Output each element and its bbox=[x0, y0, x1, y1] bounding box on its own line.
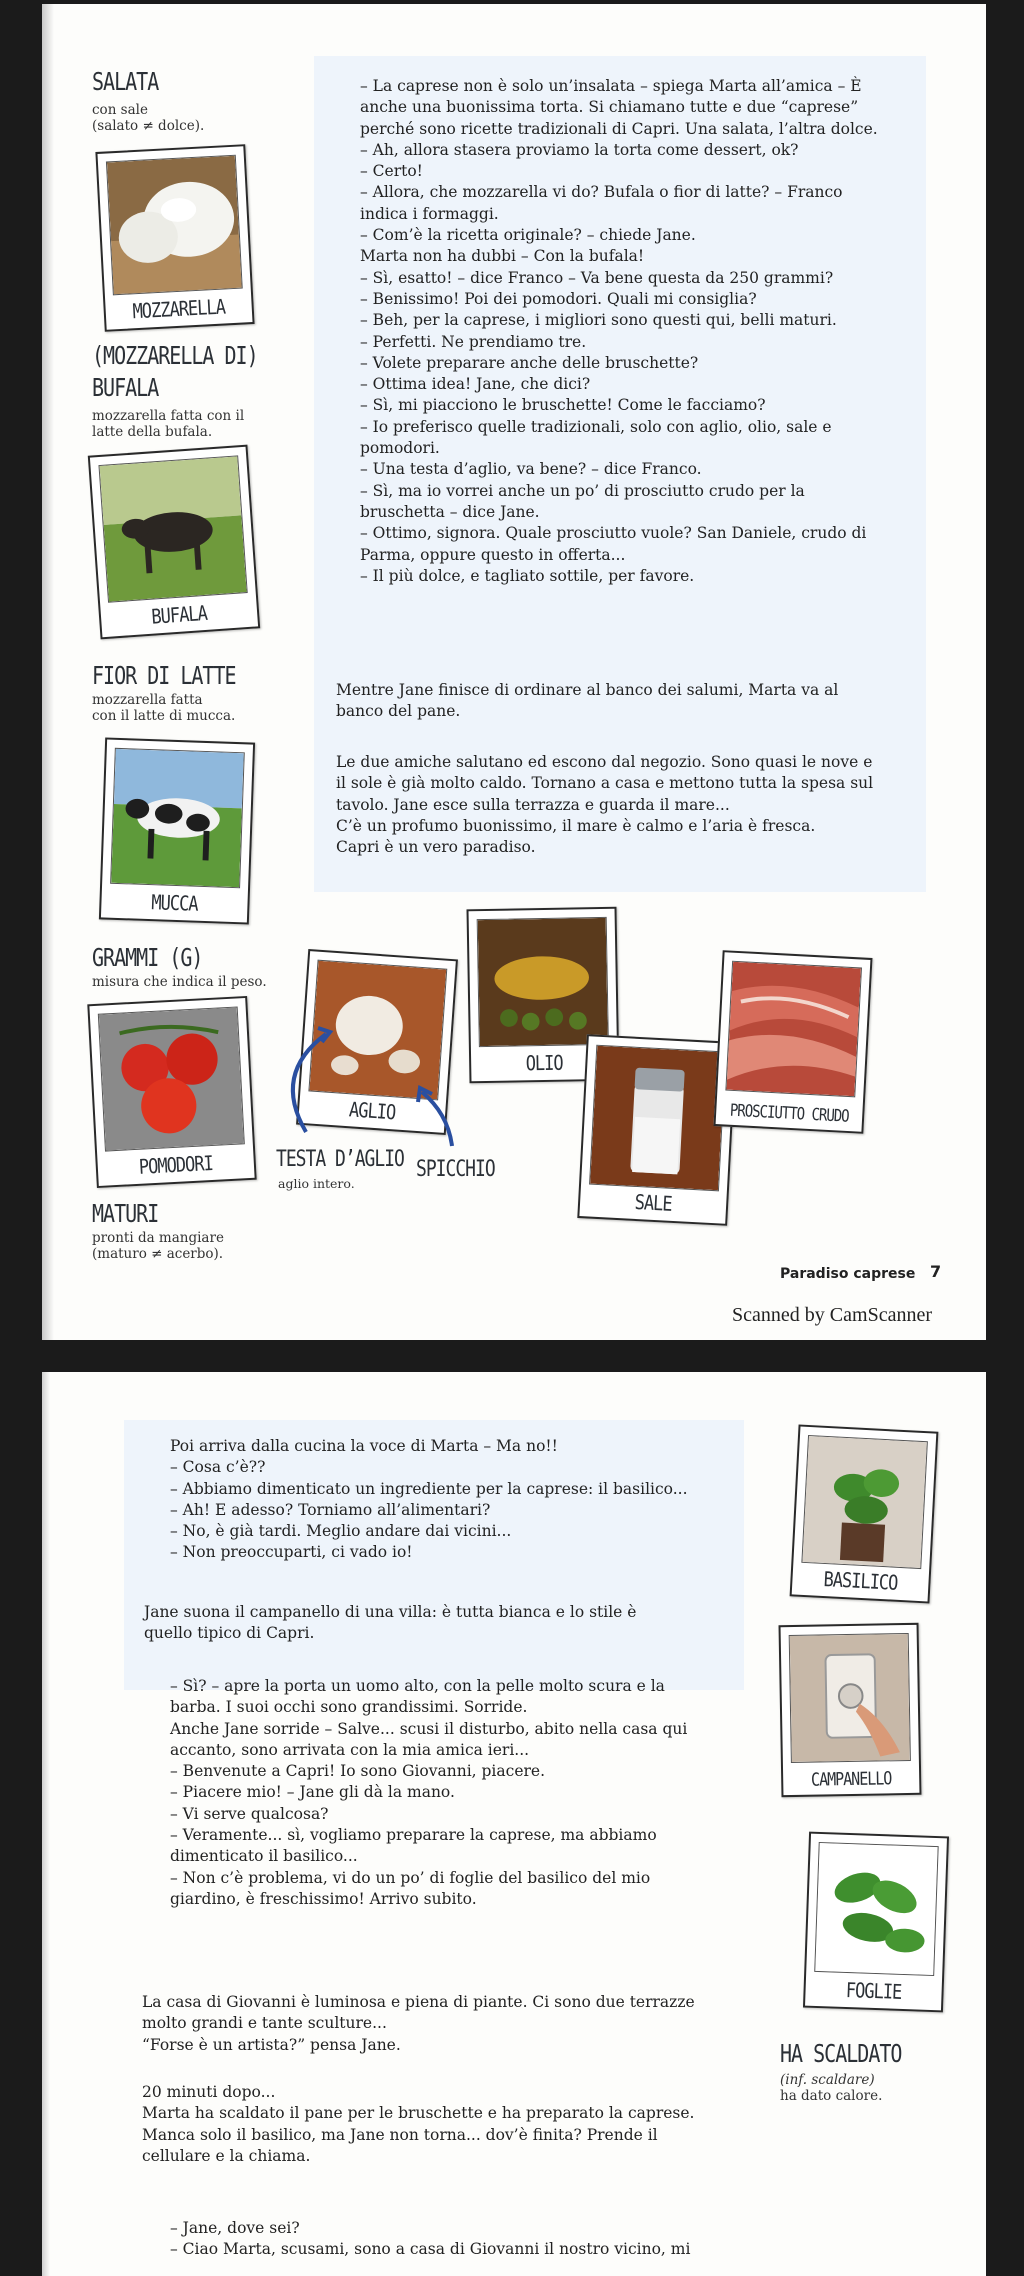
photo-caption: CAMPANELLO bbox=[810, 1767, 892, 1791]
text-line: – Sì, mi piacciono le bruschette! Come le facciamo? bbox=[360, 396, 766, 415]
gloss-salata-title: SALATA bbox=[92, 66, 159, 96]
camscanner-watermark: Scanned by CamScanner bbox=[732, 1304, 932, 1326]
paragraph-campanello bbox=[144, 1602, 744, 1645]
pomodori-image bbox=[98, 1006, 245, 1151]
mucca-image bbox=[110, 748, 245, 888]
book-page-8 bbox=[42, 1372, 986, 2276]
text-line: “Forse è un artista?” pensa Jane. bbox=[142, 2035, 401, 2054]
text-line: banco del pane. bbox=[336, 702, 461, 721]
gloss-line: mozzarella fatta con il bbox=[92, 408, 245, 424]
text-line: molto grandi e tante sculture... bbox=[142, 2014, 387, 2033]
text-line: il sole è già molto caldo. Tornano a casa e mettono tutta la spesa sul bbox=[336, 774, 874, 793]
text-line: barba. I suoi occhi sono grandissimi. Sorride. bbox=[170, 1698, 528, 1717]
arrows-icon bbox=[262, 1014, 502, 1154]
gloss-line: aglio intero. bbox=[278, 1176, 355, 1191]
basilico-image bbox=[801, 1435, 928, 1569]
text-line: – Benvenute a Capri! Io sono Giovanni, piacere. bbox=[170, 1762, 545, 1781]
gloss-line: pronti da mangiare bbox=[92, 1230, 224, 1246]
text-line: – Allora, che mozzarella vi do? Bufala o fior di latte? – Franco bbox=[360, 183, 843, 202]
text-line: – Sì, ma io vorrei anche un po’ di prosciutto crudo per la bbox=[360, 481, 805, 500]
text-line: quello tipico di Capri. bbox=[144, 1624, 315, 1643]
photo-prosciutto bbox=[713, 950, 872, 1134]
text-line: – Abbiamo dimenticato un ingrediente per la caprese: il basilico... bbox=[170, 1479, 688, 1498]
text-line: Capri è un vero paradiso. bbox=[336, 838, 536, 857]
photo-sale bbox=[577, 1034, 736, 1226]
text-line: Marta ha scaldato il pane per le bruschette e ha preparato la caprese. bbox=[142, 2104, 695, 2123]
text-line: pomodori. bbox=[360, 439, 440, 458]
text-line: – Jane, dove sei? bbox=[170, 2219, 300, 2237]
text-line: – Beh, per la caprese, i migliori sono questi qui, belli maturi. bbox=[360, 311, 837, 330]
dialogue-text bbox=[360, 76, 940, 587]
gloss-bufala-def bbox=[92, 408, 244, 440]
photo-caption: BUFALA bbox=[150, 601, 208, 630]
gloss-testa-def bbox=[278, 1176, 355, 1192]
footer-chapter-title: Paradiso caprese bbox=[780, 1266, 916, 1282]
text-line: – Il più dolce, e tagliato sottile, per favore. bbox=[360, 566, 695, 585]
text-line: anche una buonissima torta. Si chiamano tutte e due “caprese” bbox=[360, 98, 859, 117]
text-line: – Non preoccuparti, ci vado io! bbox=[170, 1543, 413, 1562]
mozzarella-image bbox=[106, 155, 243, 296]
book-page-7 bbox=[42, 4, 986, 1340]
text-line: bruschetta – dice Jane. bbox=[360, 502, 540, 521]
text-line: – Sì? – apre la porta un uomo alto, con la pelle molto scura e la bbox=[170, 1677, 665, 1695]
gloss-ha-scaldato-title: HA SCALDATO bbox=[780, 2038, 902, 2068]
gloss-line: (maturo ≠ acerbo). bbox=[92, 1246, 224, 1262]
photo-caption: SALE bbox=[634, 1190, 673, 1217]
gloss-ha-scaldato-def bbox=[780, 2072, 882, 2104]
gloss-fior-di-latte-def bbox=[92, 692, 235, 724]
text-line: – Non c’è problema, vi do un po’ di foglie del basilico del mio bbox=[170, 1868, 651, 1887]
gloss-line: (salato ≠ dolce). bbox=[92, 118, 205, 134]
paragraph-giovanni bbox=[170, 1676, 760, 1910]
gloss-line: latte della bufala. bbox=[92, 424, 213, 440]
footer-page-number: 7 bbox=[930, 1262, 942, 1281]
text-line: Poi arriva dalla cucina la voce di Marta – Ma no!! bbox=[170, 1437, 558, 1455]
text-line: Anche Jane sorride – Salve... scusi il disturbo, abito nella casa qui bbox=[170, 1719, 688, 1738]
text-line: 20 minuti dopo... bbox=[142, 2083, 276, 2101]
text-line: – Com’è la ricetta originale? – chiede Jane. bbox=[360, 226, 696, 245]
gloss-mozzarella-di-title: (MOZZARELLA DI) bbox=[92, 340, 258, 370]
text-line: – Perfetti. Ne prendiamo tre. bbox=[360, 332, 587, 351]
photo-caption: OLIO bbox=[525, 1051, 563, 1077]
gloss-maturi-def bbox=[92, 1230, 224, 1262]
text-line: – No, è già tardi. Meglio andare dai vicini... bbox=[170, 1522, 512, 1541]
text-line: dimenticato il basilico... bbox=[170, 1847, 358, 1866]
gloss-grammi-def bbox=[92, 974, 267, 990]
text-line: La casa di Giovanni è luminosa e piena di piante. Ci sono due terrazze bbox=[142, 1993, 695, 2011]
photo-caption: FOGLIE bbox=[845, 1978, 902, 2005]
photo-caption: MUCCA bbox=[150, 891, 198, 917]
text-line: C’è un profumo buonissimo, il mare è calmo e l’aria è fresca. bbox=[336, 816, 816, 835]
paragraph-amiche bbox=[336, 752, 926, 858]
text-line: – Volete preparare anche delle bruschette? bbox=[360, 353, 699, 372]
gloss-line: con sale bbox=[92, 102, 148, 118]
text-line: – Certo! bbox=[360, 162, 423, 181]
text-line: tavolo. Jane esce sulla terrazza e guarda il mare... bbox=[336, 795, 730, 814]
text-line: – Veramente... sì, vogliamo preparare la caprese, ma abbiamo bbox=[170, 1826, 657, 1845]
gloss-line: con il latte di mucca. bbox=[92, 708, 236, 724]
text-line: – Ah, allora stasera proviamo la torta come dessert, ok? bbox=[360, 140, 799, 159]
text-line: – Piacere mio! – Jane gli dà la mano. bbox=[170, 1783, 455, 1802]
photo-caption: PROSCIUTTO CRUDO bbox=[729, 1101, 850, 1127]
gloss-spicchio-title: SPICCHIO bbox=[416, 1156, 495, 1183]
paragraph-20-minuti bbox=[142, 2082, 762, 2167]
bufala-image bbox=[98, 455, 247, 602]
paragraph-casa-giovanni bbox=[142, 1992, 762, 2056]
photo-caption: MOZZARELLA bbox=[132, 295, 226, 325]
text-line: – Ah! E adesso? Torniamo all’alimentari? bbox=[170, 1500, 491, 1519]
text-line: giardino, è freschissimo! Arrivo subito. bbox=[170, 1889, 477, 1908]
text-line: – Una testa d’aglio, va bene? – dice Franco. bbox=[360, 460, 702, 479]
text-line: Parma, oppure questo in offerta... bbox=[360, 545, 626, 564]
gloss-line: misura che indica il peso. bbox=[92, 974, 267, 990]
gloss-bufala-title: BUFALA bbox=[92, 372, 159, 402]
text-line: Jane suona il campanello di una villa: è tutta bianca e lo stile è bbox=[144, 1603, 637, 1621]
text-line: – Ottimo, signora. Quale prosciutto vuole? San Daniele, crudo di bbox=[360, 524, 867, 543]
text-line: Mentre Jane finisce di ordinare al banco dei salumi, Marta va al bbox=[336, 681, 839, 699]
text-line: – Io preferisco quelle tradizionali, solo con aglio, olio, sale e bbox=[360, 417, 832, 436]
gloss-line: ha dato calore. bbox=[780, 2088, 883, 2104]
text-line: perché sono ricette tradizionali di Capri. Una salata, l’altra dolce. bbox=[360, 119, 878, 138]
prosciutto-image bbox=[725, 961, 862, 1098]
text-line: Manca solo il basilico, ma Jane non torna... dov’è finita? Prende il bbox=[142, 2125, 658, 2144]
paragraph-voce-marta bbox=[170, 1436, 750, 1564]
photo-caption: AGLIO bbox=[348, 1098, 396, 1126]
gloss-line: mozzarella fatta bbox=[92, 692, 203, 708]
text-line: – Benissimo! Poi dei pomodori. Quali mi consiglia? bbox=[360, 289, 757, 308]
campanello-image bbox=[789, 1633, 911, 1763]
photo-caption: BASILICO bbox=[822, 1567, 898, 1596]
paragraph-telefonata bbox=[170, 2218, 770, 2261]
foglie-image bbox=[814, 1842, 938, 1976]
paragraph-banco bbox=[336, 680, 926, 723]
photo-foglie bbox=[803, 1832, 949, 2013]
gloss-fior-di-latte-title: FIOR DI LATTE bbox=[92, 660, 236, 690]
text-line: – Ottima idea! Jane, che dici? bbox=[360, 375, 591, 394]
text-line: – La caprese non è solo un’insalata – spiega Marta all’amica – È bbox=[360, 77, 862, 95]
gloss-grammi-title: GRAMMI (G) bbox=[92, 942, 203, 972]
olio-image bbox=[477, 917, 609, 1047]
gloss-line: (inf. scaldare) bbox=[780, 2072, 875, 2088]
text-line: cellulare e la chiama. bbox=[142, 2146, 311, 2165]
sale-image bbox=[589, 1045, 726, 1192]
photo-caption: POMODORI bbox=[138, 1151, 214, 1180]
photo-basilico bbox=[790, 1424, 939, 1603]
text-line: – Vi serve qualcosa? bbox=[170, 1804, 329, 1823]
text-line: – Ciao Marta, scusami, sono a casa di Giovanni il nostro vicino, mi bbox=[170, 2240, 691, 2259]
text-line: accanto, sono arrivata con la mia amica ieri... bbox=[170, 1740, 530, 1759]
photo-campanello bbox=[779, 1623, 922, 1797]
text-line: – Cosa c’è?? bbox=[170, 1458, 266, 1477]
gloss-maturi-title: MATURI bbox=[92, 1198, 159, 1228]
gloss-salata-def bbox=[92, 102, 204, 134]
text-line: indica i formaggi. bbox=[360, 204, 499, 223]
photo-pomodori bbox=[87, 996, 256, 1188]
photo-mucca bbox=[99, 737, 255, 924]
text-line: – Sì, esatto! – dice Franco – Va bene questa da 250 grammi? bbox=[360, 268, 834, 287]
text-line: Le due amiche salutano ed escono dal negozio. Sono quasi le nove e bbox=[336, 753, 873, 771]
gloss-testa-title: TESTA D’AGLIO bbox=[276, 1146, 404, 1173]
text-line: Marta non ha dubbi – Con la bufala! bbox=[360, 247, 645, 266]
photo-mozzarella bbox=[95, 144, 254, 332]
photo-bufala bbox=[88, 445, 260, 640]
